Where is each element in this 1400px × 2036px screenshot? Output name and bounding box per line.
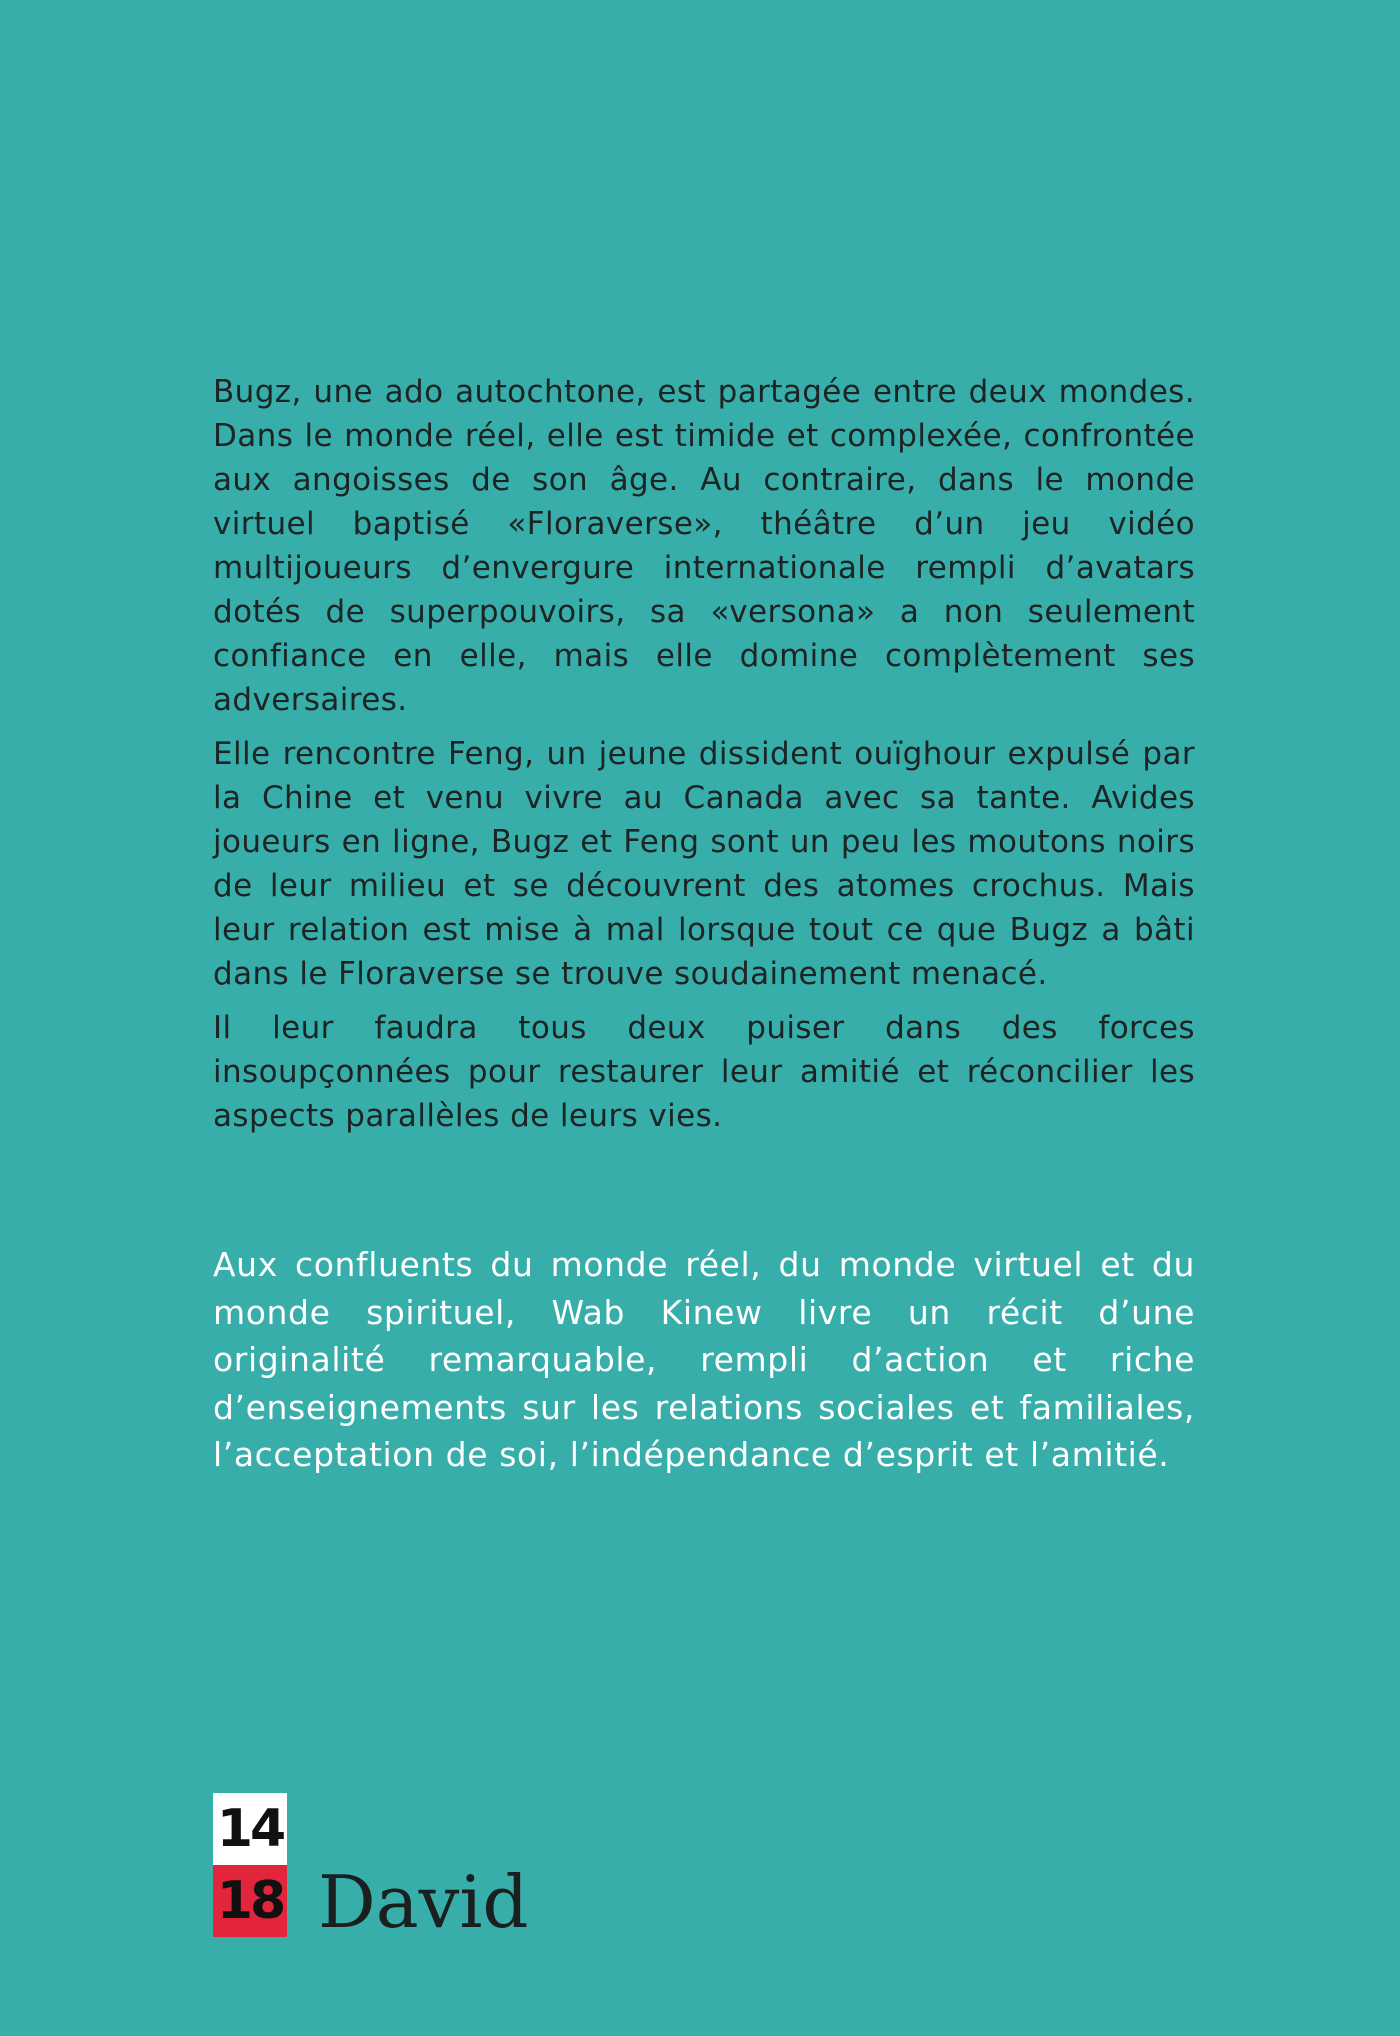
publisher-logo: David bbox=[318, 1860, 529, 1944]
pitch-text: Aux confluents du monde réel, du monde virtuel et du monde spirituel, Wab Kinew livre un récit d’une originalité remarquable, rempli d’action et riche d’enseignements sur les relations sociales et familiales, l’acceptation de soi, l’indépendance d’esprit et l’amitié. bbox=[213, 1245, 1195, 1474]
synopsis-paragraph-3: Il leur faudra tous deux puiser dans des forces insoupçonnées pour restaurer leur amitié et réconcilier les aspects parallèles de leurs vies. bbox=[213, 1010, 1195, 1134]
synopsis bbox=[213, 370, 1195, 1148]
age-max-label: 18 bbox=[213, 1865, 287, 1937]
synopsis-paragraph-2: Elle rencontre Feng, un jeune dissident ouïghour expulsé par la Chine et venu vivre au Canada avec sa tante. Avides joueurs en ligne, Bugz et Feng sont un peu les moutons noirs de leur milieu et se découvrent des atomes crochus. Mais leur relation est mise à mal lorsque tout ce que Bugz a bâti dans le Floraverse se trouve soudainement menacé. bbox=[213, 736, 1195, 992]
synopsis-paragraph-1: Bugz, une ado autochtone, est partagée entre deux mondes. Dans le monde réel, elle est timide et complexée, confrontée aux angoisses de son âge. Au contraire, dans le monde virtuel baptisé «Floraverse», théâtre d’un jeu vidéo multijoueurs d’envergure internationale rempli d’avatars dotés de superpouvoirs, sa «versona» a non seulement confiance en elle, mais elle domine complètement ses adversaires. bbox=[213, 374, 1195, 718]
book-pitch bbox=[213, 1241, 1195, 1479]
age-range-badge bbox=[213, 1793, 287, 1937]
age-min-label: 14 bbox=[213, 1793, 287, 1865]
